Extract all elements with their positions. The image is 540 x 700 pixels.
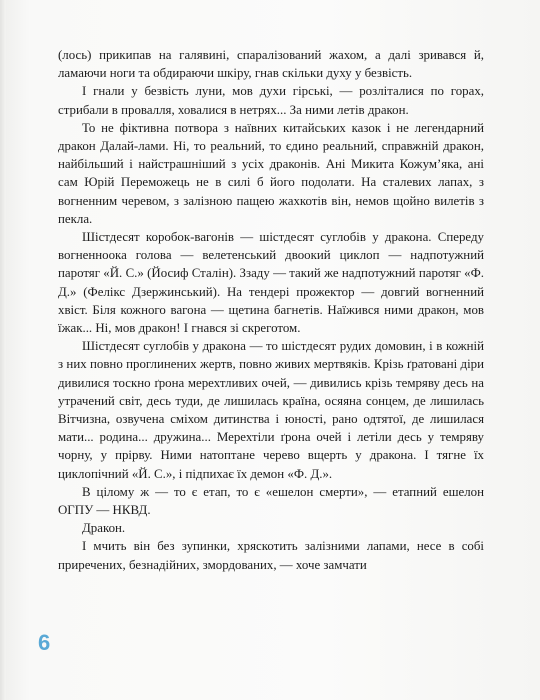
page-edge-shadow (0, 0, 6, 700)
paragraph-7: Дракон. (82, 521, 126, 536)
paragraph-8: І мчить він без зупинки, хряскотить залізними лапами, несе в собі приречених, безнадійних, змордованих, — хоче замчати (58, 539, 484, 572)
paragraph-6: В цілому ж — то є етап, то є «ешелон смерти», — етапний ешелон ОГПУ — НКВД. (58, 484, 484, 518)
paragraph-4: Шістдесят коробок-вагонів — шістдесят суглобів у дракона. Спереду вогненноока голова — велетенський двоокий циклоп — надпотужний паротяг «Й. С.» (Йосиф Сталін). Ззаду — такий же надпотужний паротяг «Ф. Д.» (Фелікс Дзержинський). На тендері прожектор — довгий вогненний хвіст. Біля кожного вагона — щетина багнетів. Наїжився ними дракон, мов їжак... Ні, мов дракон! І гнався зі скреготом. (58, 230, 484, 336)
paragraph-5: Шістдесят суглобів у дракона — то шістдесят рудих домовин, і в кожній з них повно проглинених жертв, повно живих мертвяків. Крізь ґратовані діри дивилися тоскно ґрона мерехтливих очей, — дивились крізь темряву десь на утрачений світ, десь туди, де лишилась країна, осяяна сонцем, де лишилась Вітчизна, озвучена сміхом дитинства і юності, рано одтятої, де лишилася мати... родина... дружина... Мерехтіли ґрона очей і летіли десь у темряву чорну, у прірву. Ними натоптане черево вщерть у дракона. І тягне їх циклопічний «Й. С.», і підпихає їх демон «Ф. Д.». (58, 339, 484, 481)
paragraph-1: (лось) прикипав на галявині, спаралізований жахом, а далі зривався й, ламаючи ноги та обдираючи шкіру, гнав скільки духу у безвість. (58, 48, 484, 81)
page-number: 6 (38, 630, 51, 655)
body-text (58, 46, 484, 574)
paragraph-2: І гнали у безвість луни, мов духи гірські, — розліталися по горах, стрибали в провалля, ховалися в нетрях... За ними летів дракон. (58, 84, 484, 117)
paragraph-3: То не фіктивна потвора з наївних китайських казок і не легендарний дракон Далай-лами. Ні, то реальний, то єдино реальний, справжній дракон, найбільший і найстрашніший з усіх драконів. Ані Микита Кожум’яка, ані сам Юрій Переможець не в силі б його подолати. На сталевих лапах, з вогненним черевом, з залізною пащею жахкотів він, немов щойно вилетів з пекла. (58, 120, 484, 226)
